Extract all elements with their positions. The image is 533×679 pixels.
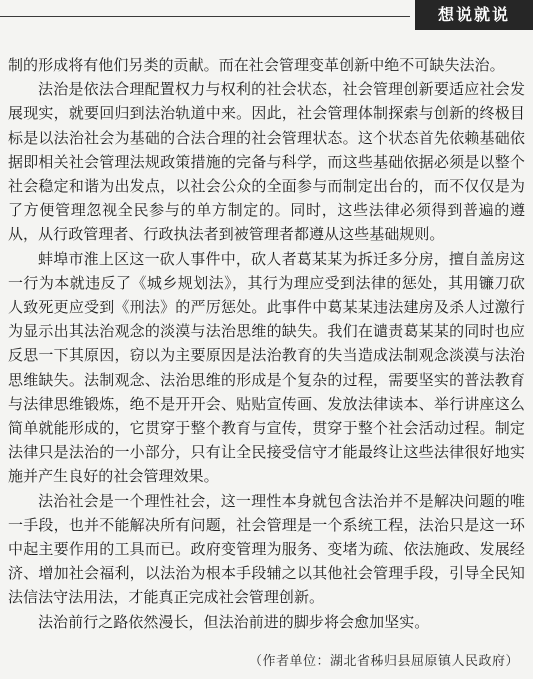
author-affiliation: （作者单位：湖北省秭归县屈原镇人民政府） — [248, 654, 519, 669]
article-paragraph: 制的形成将有他们另类的贡献。而在社会管理变革创新中绝不可缺失法治。 — [8, 56, 505, 74]
article-paragraph: 法治前行之路依然漫长，但法治前进的脚步将会愈加坚实。 — [38, 612, 430, 631]
article-paragraph: 法治是依法合理配置权力与权利的社会状态，社会管理创新要适应社会发展现实，就要回归到法治轨道中来。因此，社会管理体制探索与创新的终极目标是以法治社会为基础的合法合理的社会管理状态。这个状态首先依赖基础依据即相关社会管理法规政策措施的完备与科学，而这些基础依据必须是以整个社会稳定和谐为出发点，以社会公众的全面参与而制定出台的，而不仅仅是为了方便管理忽视全民参与的单方制定的。同时，这些法律必须得到普遍的遵从，从行政管理者、行政执法者到被管理者都遵从这些基础规则。 — [8, 80, 525, 244]
section-title-tab: 想说就说 — [415, 0, 533, 30]
header-rule — [0, 16, 410, 17]
article-paragraph: 蚌埠市淮上区这一砍人事件中，砍人者葛某某为拆迁多分房，擅自盖房这一行为本就违反了《城乡规划法》，其行为理应受到法律的惩处，其用镰刀砍人致死更应受到《刑法》的严厉惩处。此事件中葛某某违法建房及杀人过激行为显示出其法治观念的淡漠与法治思维的缺失。我们在谴责葛某某的同时也应反思一下其原因，窃以为主要原因是法治教育的失当造成法制观念淡漠与法治思维缺失。法制观念、法治思维的形成是个复杂的过程，需要坚实的普法教育与法律思维锻炼，绝不是开开会、贴贴宣传画、发放法律读本、举行讲座这么简单就能形成的，它贯穿于整个教育与宣传，贯穿于整个社会活动过程。制定法律只是法治的一小部分，只有让全民接受信守才能最终让这些法律很好地实施并产生良好的社会管理效果。 — [8, 249, 525, 486]
article-paragraph: 法治社会是一个理性社会，这一理性本身就包含法治并不是解决问题的唯一手段，也并不能解决所有问题，社会管理是一个系统工程，法治只是这一环中起主要作用的工具而已。政府变管理为服务、变堵为疏、依法施政、发展经济、增加社会福利，以法治为根本手段辅之以其他社会管理手段，引导全民知法信法守法用法，才能真正完成社会管理创新。 — [8, 491, 525, 607]
article-body — [8, 53, 525, 634]
